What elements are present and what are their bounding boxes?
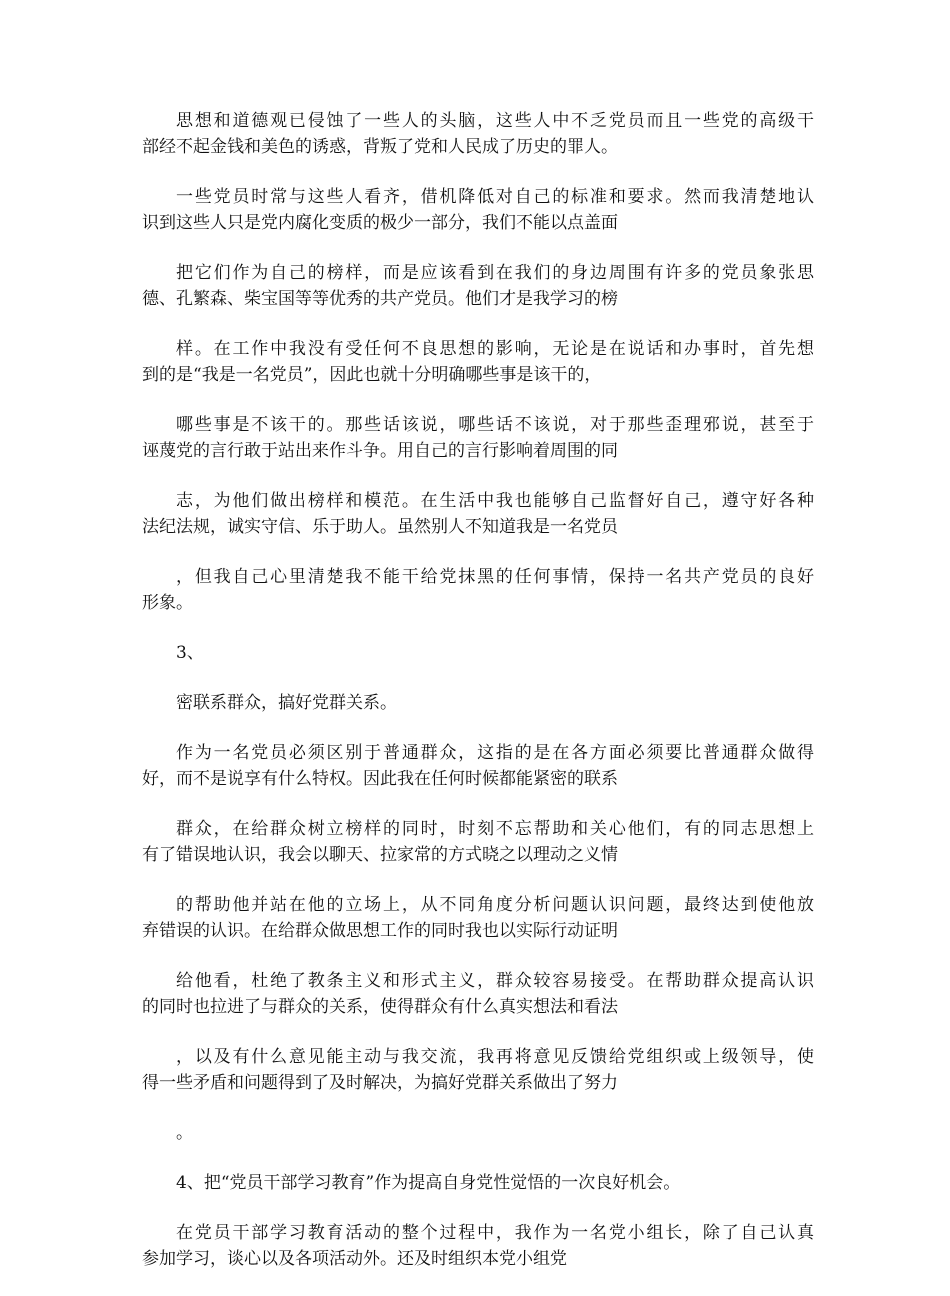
paragraph (142, 892, 814, 944)
paragraph-line: 形象。 (142, 593, 193, 613)
paragraph (142, 108, 814, 160)
paragraph (142, 968, 814, 1020)
paragraph-line: 作为一名党员必须区别于普通群众，这指的是在各方面必须要比普通群众做得 (176, 743, 814, 763)
paragraph-line: 志，为他们做出榜样和模范。在生活中我也能够自己监督好自己，遵守好各种 (176, 491, 814, 511)
paragraph-line: 识到这些人只是党内腐化变质的极少一部分，我们不能以点盖面 (142, 213, 618, 233)
paragraph (142, 564, 814, 616)
paragraph-line: 弃错误的认识。在给群众做思想工作的同时我也以实际行动证明 (142, 921, 618, 941)
paragraph-line: 有了错误地认识，我会以聊天、拉家常的方式晓之以理动之义情 (142, 845, 618, 865)
paragraph-line: 一些党员时常与这些人看齐，借机降低对自己的标准和要求。然而我清楚地认 (176, 187, 814, 207)
paragraph-line: 的帮助他并站在他的立场上，从不同角度分析问题认识问题，最终达到使他放 (176, 895, 814, 915)
paragraph-line: 。 (176, 1123, 193, 1143)
paragraph-line: 得一些矛盾和问题得到了及时解决，为搞好党群关系做出了努力 (142, 1073, 618, 1093)
paragraph-line: 4、把“党员干部学习教育”作为提高自身党性觉悟的一次良好机会。 (176, 1173, 681, 1193)
paragraph-line: ，但我自己心里清楚我不能干给党抹黑的任何事情，保持一名共产党员的良好 (176, 567, 814, 587)
paragraph-line: 的同时也拉进了与群众的关系，使得群众有什么真实想法和看法 (142, 997, 618, 1017)
paragraph-line: 给他看，杜绝了教条主义和形式主义，群众较容易接受。在帮助群众提高认识 (176, 971, 814, 991)
paragraph (142, 260, 814, 312)
paragraph (142, 816, 814, 868)
paragraph-line: 思想和道德观已侵蚀了一些人的头脑，这些人中不乏党员而且一些党的高级干 (176, 111, 814, 131)
paragraph-line: 在党员干部学习教育活动的整个过程中，我作为一名党小组长，除了自己认真 (176, 1223, 814, 1243)
paragraph (142, 690, 814, 716)
paragraph-line: 群众，在给群众树立榜样的同时，时刻不忘帮助和关心他们，有的同志思想上 (176, 819, 814, 839)
paragraph (142, 184, 814, 236)
paragraph (142, 336, 814, 388)
document-body (142, 108, 814, 1296)
paragraph (142, 488, 814, 540)
paragraph (142, 740, 814, 792)
paragraph-line: 部经不起金钱和美色的诱惑，背叛了党和人民成了历史的罪人。 (142, 137, 618, 157)
paragraph-line: 样。在工作中我没有受任何不良思想的影响，无论是在说话和办事时，首先想 (176, 339, 814, 359)
paragraph-line: 把它们作为自己的榜样，而是应该看到在我们的身边周围有许多的党员象张思 (176, 263, 814, 283)
paragraph-line: 密联系群众，搞好党群关系。 (176, 693, 397, 713)
paragraph (142, 1120, 814, 1146)
paragraph (142, 412, 814, 464)
paragraph (142, 640, 814, 666)
paragraph-line: ，以及有什么意见能主动与我交流，我再将意见反馈给党组织或上级领导，使 (176, 1047, 814, 1067)
paragraph-line: 法纪法规，诚实守信、乐于助人。虽然别人不知道我是一名党员 (142, 517, 618, 537)
paragraph-line: 诬蔑党的言行敢于站出来作斗争。用自己的言行影响着周围的同 (142, 441, 618, 461)
paragraph (142, 1220, 814, 1272)
paragraph-line: 好，而不是说享有什么特权。因此我在任何时候都能紧密的联系 (142, 769, 618, 789)
paragraph (142, 1044, 814, 1096)
paragraph-line: 德、孔繁森、柴宝国等等优秀的共产党员。他们才是我学习的榜 (142, 289, 618, 309)
paragraph (142, 1170, 814, 1196)
paragraph-line: 参加学习，谈心以及各项活动外。还及时组织本党小组党 (142, 1249, 567, 1269)
paragraph-line: 3、 (176, 643, 204, 663)
paragraph-line: 哪些事是不该干的。那些话该说，哪些话不该说，对于那些歪理邪说，甚至于 (176, 415, 814, 435)
paragraph-line: 到的是“我是一名党员”，因此也就十分明确哪些事是该干的， (142, 365, 602, 385)
